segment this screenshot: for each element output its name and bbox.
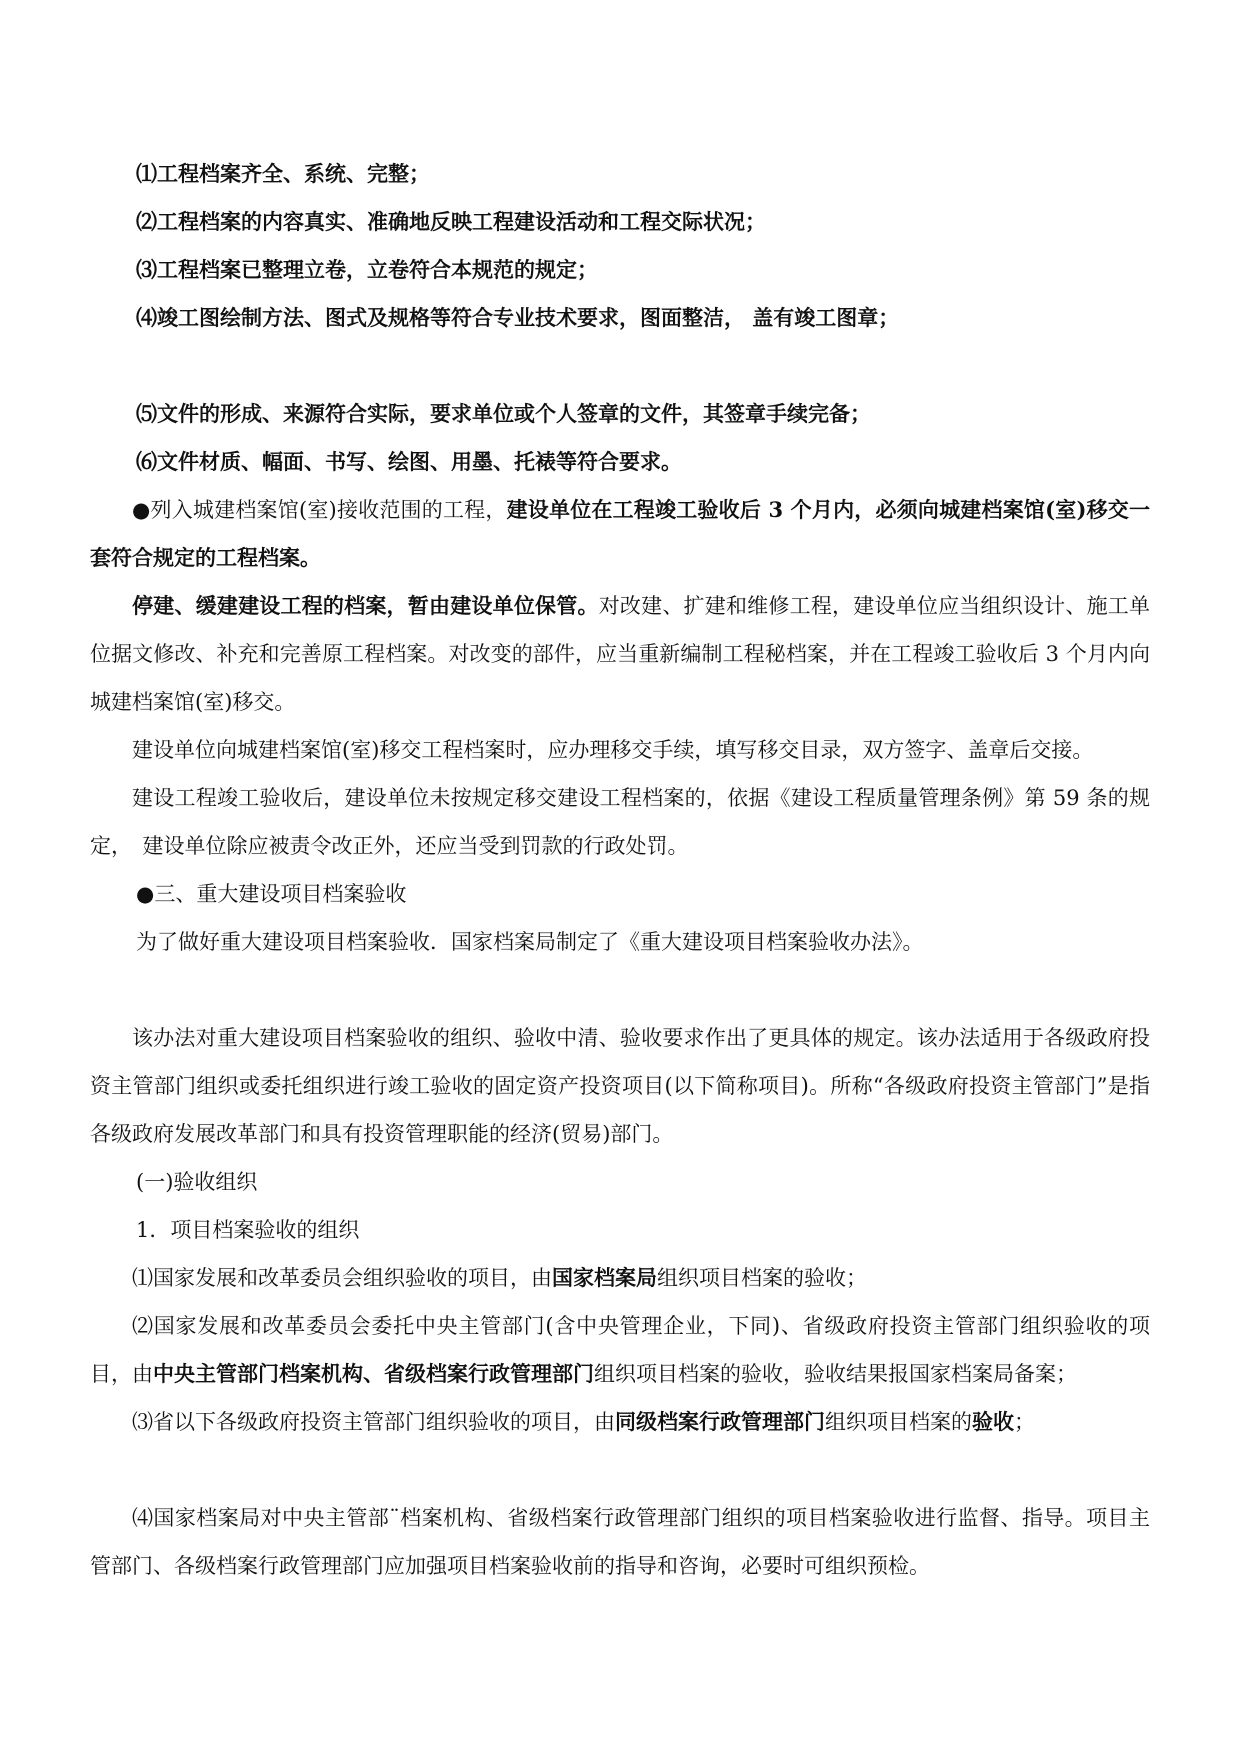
subsection-heading: (一)验收组织	[136, 1170, 258, 1194]
paragraph-regulation-scope: 该办法对重大建设项目档案验收的组织、验收中清、验收要求作出了更具体的规定。该办法适用于各级政府投资主管部门组织或委托组织进行竣工验收的固定资产投资项目(以下简称项目)。所称“各级政府投资主管部门”是指各级政府发展改革部门和具有投资管理职能的经济(贸易)部门。	[90, 1026, 1150, 1146]
paragraph-text: ；	[1014, 1410, 1035, 1434]
emphasis-text: 建设单位在工程竣工验收后 3 个月内，必须向城建档案馆(室)移交一套符合规定的工程档案。	[90, 497, 1150, 570]
paragraph-text: 对改建、扩建和维修工程，建设单位应当组织设计、施工单位据文修改、补充和完善原工程档案。对改变的部件，应当重新编制工程秘档案，并在工程竣工验收后 3 个月内向城建档案馆(室)移交。	[90, 594, 1151, 714]
organization-item-4: ⑷国家档案局对中央主管部¨档案机构、省级档案行政管理部门组织的项目档案验收进行监督、指导。项目主管部门、各级档案行政管理部门应加强项目档案验收前的指导和咨询，必要时可组织预检。	[90, 1506, 1150, 1578]
section-heading: ●三、重大建设项目档案验收	[136, 882, 407, 906]
emphasis-text: 停建、缓建建设工程的档案，暂由建设单位保管。	[132, 593, 599, 618]
organization-item-1	[90, 1254, 1150, 1302]
blank-gap	[90, 342, 1150, 390]
paragraph-text: 组织项目档案的验收，验收结果报国家档案局备案；	[594, 1362, 1077, 1386]
paragraph-text: ⑵国家发展和改革委员会委托中央主管部门(含中央管理企业，下同)、省级政府投资主管部门组织验收的项目，由	[90, 1314, 1150, 1386]
blank-gap	[90, 966, 1150, 1014]
paragraph-text: 组织项目档案的	[825, 1410, 972, 1434]
requirement-item-2: ⑵工程档案的内容真实、准确地反映工程建设活动和工程交际状况；	[136, 209, 766, 234]
paragraph-text: ⑴国家发展和改革委员会组织验收的项目，由	[132, 1266, 552, 1290]
organization-item-3	[90, 1398, 1150, 1446]
paragraph-regulation-intro: 为了做好重大建设项目档案验收．国家档案局制定了《重大建设项目档案验收办法》。	[136, 930, 924, 954]
requirement-item-3: ⑶工程档案已整理立卷，立卷符合本规范的规定；	[136, 257, 598, 282]
paragraph-transfer-procedure: 建设单位向城建档案馆(室)移交工程档案时，应办理移交手续，填写移交目录，双方签字、盖章后交接。	[132, 738, 1094, 762]
organization-item-2	[90, 1302, 1150, 1398]
emphasis-text: 国家档案局	[552, 1265, 657, 1290]
requirement-item-6: ⑹文件材质、幅面、书写、绘图、用墨、托裱等符合要求。	[136, 449, 682, 474]
paragraph-penalty: 建设工程竣工验收后，建设单位未按规定移交建设工程档案的，依据《建设工程质量管理条例》第 59 条的规定， 建设单位除应被责令改正外，还应当受到罚款的行政处罚。	[90, 786, 1150, 858]
paragraph-text: ●列入城建档案馆(室)接收范围的工程，	[132, 498, 507, 522]
requirement-item-5: ⑸文件的形成、来源符合实际，要求单位或个人签章的文件，其签章手续完备；	[136, 401, 871, 426]
requirement-item-4: ⑷竣工图绘制方法、图式及规格等符合专业技术要求，图面整洁， 盖有竣工图章；	[136, 305, 900, 330]
paragraph-text: 组织项目档案的验收；	[657, 1266, 867, 1290]
emphasis-text: 同级档案行政管理部门	[615, 1409, 825, 1434]
emphasis-text: 中央主管部门档案机构、省级档案行政管理部门	[153, 1361, 594, 1386]
subsection-item: 1．项目档案验收的组织	[136, 1218, 360, 1242]
requirement-item-1: ⑴工程档案齐全、系统、完整；	[136, 161, 430, 186]
paragraph-transfer-deadline	[90, 486, 1150, 582]
document-page	[90, 150, 1150, 1590]
paragraph-suspended-projects	[90, 582, 1150, 726]
blank-gap	[90, 1446, 1150, 1494]
emphasis-text: 验收	[972, 1409, 1014, 1434]
paragraph-text: ⑶省以下各级政府投资主管部门组织验收的项目，由	[132, 1410, 615, 1434]
